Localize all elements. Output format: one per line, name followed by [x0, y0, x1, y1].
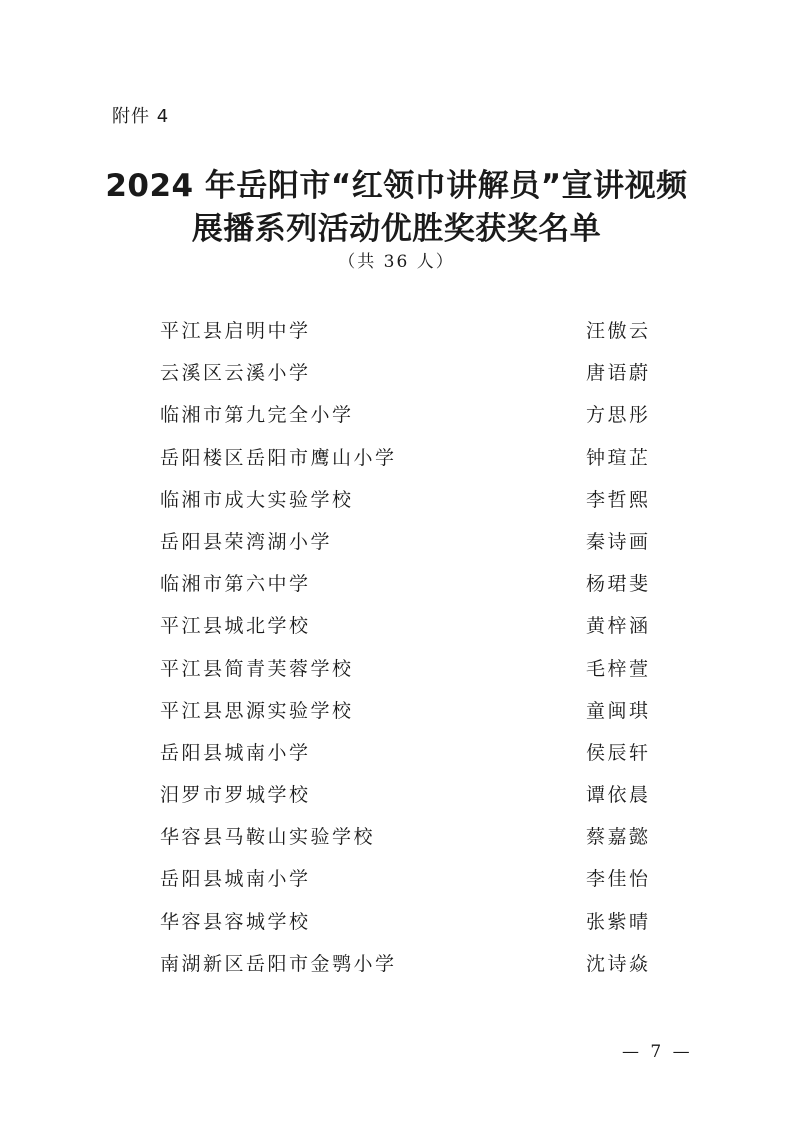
winner-row	[160, 651, 660, 693]
winner-row	[160, 608, 660, 650]
winner-row	[160, 440, 660, 482]
winner-name: 杨珺斐	[586, 573, 651, 596]
page-number: — 7 —	[622, 1042, 693, 1062]
winner-row	[160, 482, 660, 524]
winner-row	[160, 566, 660, 608]
winner-name: 张紫晴	[586, 910, 651, 933]
winner-school: 华容县容城学校	[160, 910, 311, 933]
winner-name: 沈诗焱	[586, 952, 651, 975]
winner-school: 平江县城北学校	[160, 615, 311, 638]
winner-name: 黄梓涵	[586, 615, 651, 638]
winner-school: 岳阳县城南小学	[160, 868, 311, 891]
winner-school: 岳阳楼区岳阳市鹰山小学	[160, 446, 397, 469]
winner-school: 平江县思源实验学校	[160, 699, 354, 722]
winner-name: 方思彤	[586, 404, 651, 427]
winner-name: 谭依晨	[586, 784, 651, 807]
attachment-label: 附件 4	[112, 106, 170, 127]
winner-row	[160, 904, 660, 946]
winner-school: 岳阳县荣湾湖小学	[160, 530, 333, 553]
winner-school: 汨罗市罗城学校	[160, 784, 311, 807]
winner-school: 华容县马鞍山实验学校	[160, 826, 376, 849]
winner-name: 李哲熙	[586, 488, 651, 511]
winner-row	[160, 946, 660, 988]
winner-school: 临湘市成大实验学校	[160, 488, 354, 511]
winner-school: 南湖新区岳阳市金鹗小学	[160, 952, 397, 975]
winner-name: 钟瑄芷	[586, 446, 651, 469]
winner-school: 平江县简青芙蓉学校	[160, 657, 354, 680]
winner-name: 秦诗画	[586, 530, 651, 553]
document-title-line-2: 展播系列活动优胜奖获奖名单	[191, 211, 602, 247]
winner-row	[160, 355, 660, 397]
winner-school: 云溪区云溪小学	[160, 362, 311, 385]
winner-row	[160, 524, 660, 566]
total-count-subtitle: （共 36 人）	[338, 252, 455, 272]
winner-name: 毛梓萱	[586, 657, 651, 680]
winner-name: 侯辰轩	[586, 741, 651, 764]
winner-name: 童闽琪	[586, 699, 651, 722]
winner-name: 李佳怡	[586, 868, 651, 891]
winner-school: 临湘市第九完全小学	[160, 404, 354, 427]
winner-school: 平江县启明中学	[160, 320, 311, 342]
winner-row	[160, 693, 660, 735]
winner-row	[160, 397, 660, 439]
winner-row	[160, 735, 660, 777]
winner-name: 蔡嘉懿	[586, 826, 651, 849]
winner-name: 唐语蔚	[586, 362, 651, 385]
winner-list	[160, 313, 660, 988]
winner-row	[160, 861, 660, 903]
winner-row	[160, 777, 660, 819]
winner-school: 岳阳县城南小学	[160, 741, 311, 764]
winner-name: 汪傲云	[586, 320, 651, 342]
winner-row	[160, 313, 660, 355]
winner-row	[160, 819, 660, 861]
document-title-line-1: 2024 年岳阳市“红领巾讲解员”宣讲视频	[105, 168, 688, 204]
winner-school: 临湘市第六中学	[160, 573, 311, 596]
